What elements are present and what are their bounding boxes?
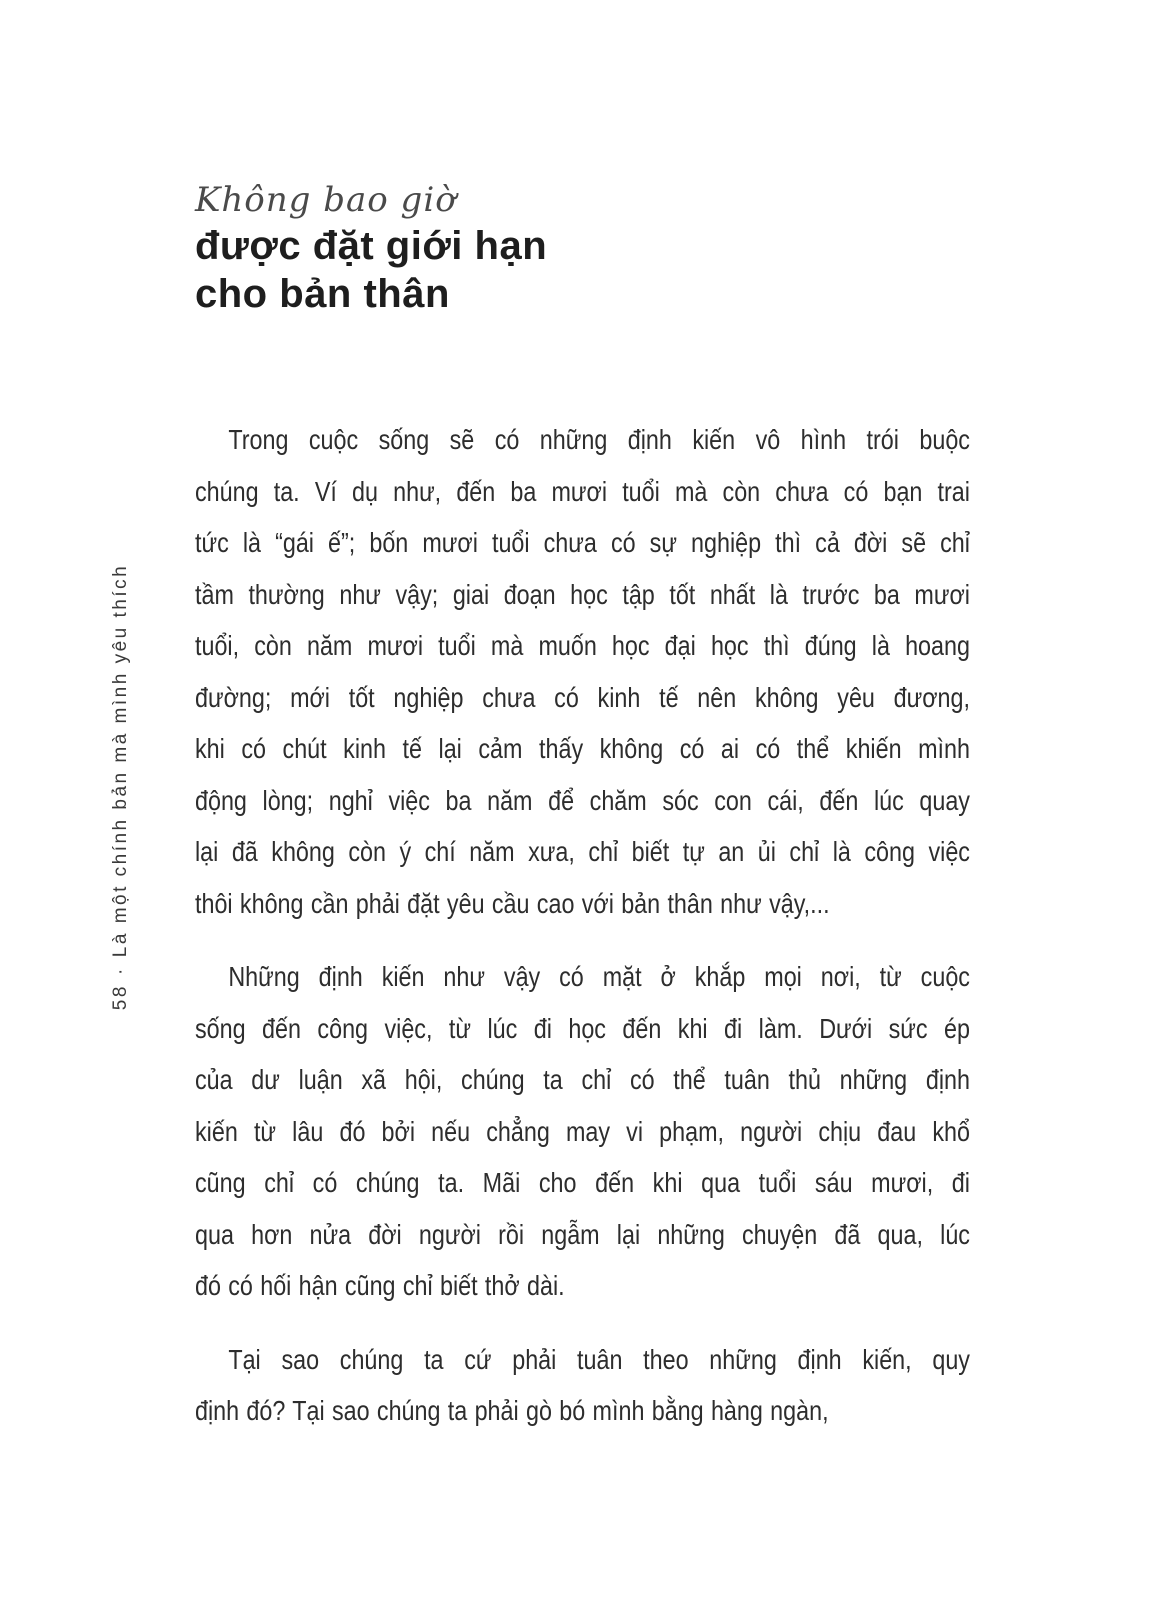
book-title: Là một chính bản mà mình yêu thích <box>110 563 131 958</box>
paragraph-line: đó có hối hận cũng chỉ biết thở dài. <box>195 1270 565 1301</box>
paragraph <box>195 1334 970 1437</box>
body-paragraphs <box>195 414 970 1437</box>
chapter-heading-bold-line-2: cho bản thân <box>195 272 450 316</box>
paragraph-line: định đó? Tại sao chúng ta phải gò bó mình bằng hàng ngàn, <box>195 1395 829 1426</box>
chapter-heading-bold <box>195 222 1125 318</box>
paragraph-line: động lòng; nghỉ việc ba năm để chăm sóc con cái, đến lúc quay <box>195 784 970 816</box>
paragraph-line: tầm thường như vậy; giai đoạn học tập tốt nhất là trước ba mươi <box>195 578 970 610</box>
chapter-heading-script: Không bao giờ <box>195 180 457 220</box>
paragraph-line: Tại sao chúng ta cứ phải tuân theo những định kiến, quy <box>228 1343 970 1375</box>
separator-dot: · <box>110 966 131 976</box>
chapter-heading-bold-line-1: được đặt giới hạn <box>195 224 548 268</box>
paragraph-line: tức là “gái ế”; bốn mươi tuổi chưa có sự nghiệp thì cả đời sẽ chỉ <box>195 527 970 558</box>
paragraph <box>195 414 970 929</box>
paragraph-line: lại đã không còn ý chí năm xưa, chỉ biết tự an ủi chỉ là công việc <box>195 836 970 867</box>
paragraph-line: khi có chút kinh tế lại cảm thấy không có ai có thể khiến mình <box>195 733 970 764</box>
paragraph-line: Những định kiến như vậy có mặt ở khắp mọi nơi, từ cuộc <box>228 961 970 992</box>
paragraph-line: tuổi, còn năm mươi tuổi mà muốn học đại học thì đúng là hoang <box>195 630 970 661</box>
paragraph-line: của dư luận xã hội, chúng ta chỉ có thể tuân thủ những định <box>195 1064 970 1095</box>
paragraph-line: kiến từ lâu đó bởi nếu chẳng may vi phạm, người chịu đau khổ <box>195 1115 970 1147</box>
paragraph-line: đường; mới tốt nghiệp chưa có kinh tế nên không yêu đương, <box>195 681 970 713</box>
paragraph-line: chúng ta. Ví dụ như, đến ba mươi tuổi mà còn chưa có bạn trai <box>195 475 970 507</box>
page-number: 58 <box>110 984 131 1011</box>
paragraph-line: Trong cuộc sống sẽ có những định kiến vô hình trói buộc <box>228 424 970 455</box>
page-content <box>195 178 1125 1459</box>
paragraph-line: qua hơn nửa đời người rồi ngẫm lại những chuyện đã qua, lúc <box>195 1218 970 1250</box>
paragraph-line: sống đến công việc, từ lúc đi học đến khi đi làm. Dưới sức ép <box>195 1012 970 1044</box>
sidebar-vertical-text <box>110 564 132 1010</box>
paragraph-line: thôi không cần phải đặt yêu cầu cao với bản thân như vậy,... <box>195 887 830 919</box>
paragraph-line: cũng chỉ có chúng ta. Mãi cho đến khi qua tuổi sáu mươi, đi <box>195 1167 970 1198</box>
paragraph <box>195 951 970 1312</box>
